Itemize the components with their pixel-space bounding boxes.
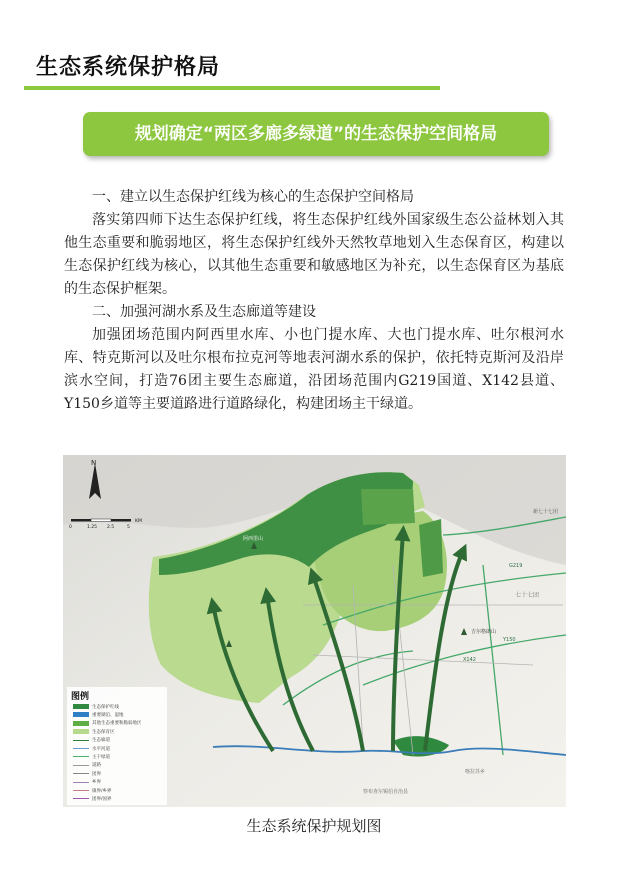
ecological-protection-map <box>63 455 566 807</box>
road-g219-label: G219 <box>509 563 523 569</box>
legend-item <box>73 720 142 727</box>
legend-item <box>73 795 112 802</box>
legend-label: 乡界 <box>92 780 101 786</box>
south-town-label: 喀拉苏乡 <box>465 769 486 775</box>
scale-tick-1: 1.25 <box>87 525 98 530</box>
paragraph-rivers: 加强团场范围内阿西里水库、小也门提水库、大也门提水库、吐尔根河水库、特克斯河以及吐尔根布拉克河等地表河湖水系的保护，依托特克斯河及沿岸滨水空间，打造76团主要生态廊道，沿团场范围内G219国道、X142县道、Y150乡道等主要道路进行道路绿化，构建团场主干绿道。 <box>64 327 564 412</box>
legend-swatch <box>73 748 89 749</box>
legend-item <box>73 753 110 760</box>
scale-tick-2: 2.5 <box>107 525 115 530</box>
bottom-town-label: 察布查尔锡伯自治县 <box>363 789 409 795</box>
town-label: 七十七团 <box>515 592 540 599</box>
legend-swatch <box>73 712 89 717</box>
page-title: 生态系统保护格局 <box>36 55 221 80</box>
legend-item <box>73 711 124 718</box>
map-legend <box>67 687 167 805</box>
township-label: 新七十七团 <box>533 509 559 515</box>
heading-red-line: 一、建立以生态保护红线为核心的生态保护空间格局 <box>92 189 414 205</box>
legend-item <box>73 770 101 777</box>
heading-rivers: 二、加强河湖水系及生态廊道等建设 <box>92 304 316 320</box>
legend-label: 镇界/乡界 <box>92 788 112 794</box>
legend-swatch <box>73 798 89 799</box>
legend-label: 重要湖泊、湿地 <box>92 712 124 718</box>
map-caption: 生态系统保护规划图 <box>246 817 382 835</box>
legend-label: 团界/国界 <box>92 796 112 802</box>
legend-label: 生态保育区 <box>92 729 115 735</box>
legend-item <box>73 745 110 752</box>
legend-label: 生态廊道 <box>92 738 110 744</box>
section-banner: 规划确定“两区多廊多绿道”的生态保护空间格局 <box>83 112 549 156</box>
scale-unit: KM <box>135 519 142 524</box>
legend-item <box>73 737 110 744</box>
mountain-label: 阿西里山 <box>243 536 264 542</box>
legend-swatch <box>73 704 89 709</box>
north-label: N <box>91 459 97 467</box>
legend-item <box>73 779 101 786</box>
legend-label: 道路 <box>92 763 101 769</box>
scale-tick-3: 5 <box>127 525 130 530</box>
peak-label: 吉尔格朗山 <box>471 629 497 635</box>
scale-tick-0: 0 <box>69 525 72 530</box>
legend-label: 主干绿道 <box>92 754 110 760</box>
legend-item <box>73 728 115 735</box>
legend-swatch <box>73 790 89 791</box>
legend-swatch <box>73 740 89 741</box>
legend-item <box>73 762 101 769</box>
legend-item <box>73 703 119 710</box>
legend-swatch <box>73 729 89 734</box>
road-y150-label: Y150 <box>503 637 516 643</box>
legend-label: 其他生态重要和脆弱地区 <box>92 721 142 727</box>
legend-label: 团界 <box>92 771 101 777</box>
legend-label: 水平河道 <box>92 746 110 752</box>
legend-swatch <box>73 721 89 726</box>
legend-swatch <box>73 782 89 783</box>
legend-swatch <box>73 765 89 766</box>
body-text <box>64 186 564 416</box>
legend-title: 图例 <box>71 692 90 702</box>
legend-item <box>73 787 112 794</box>
sensitive-area <box>419 519 443 577</box>
legend-swatch <box>73 773 89 774</box>
red-line-patch <box>361 489 415 525</box>
paragraph-red-line: 落实第四师下达生态保护红线，将生态保护红线外国家级生态公益林划入其他生态重要和脆弱地区，将生态保护红线外天然牧草地划入生态保育区，构建以生态保护红线为核心，以其他生态重要和敏感地区为补充，以生态保育区为基底的生态保护框架。 <box>64 212 564 297</box>
road-x142-label: X142 <box>463 657 476 663</box>
legend-swatch <box>73 756 89 757</box>
legend-label: 生态保护红线 <box>92 704 119 710</box>
title-underline <box>24 86 440 90</box>
